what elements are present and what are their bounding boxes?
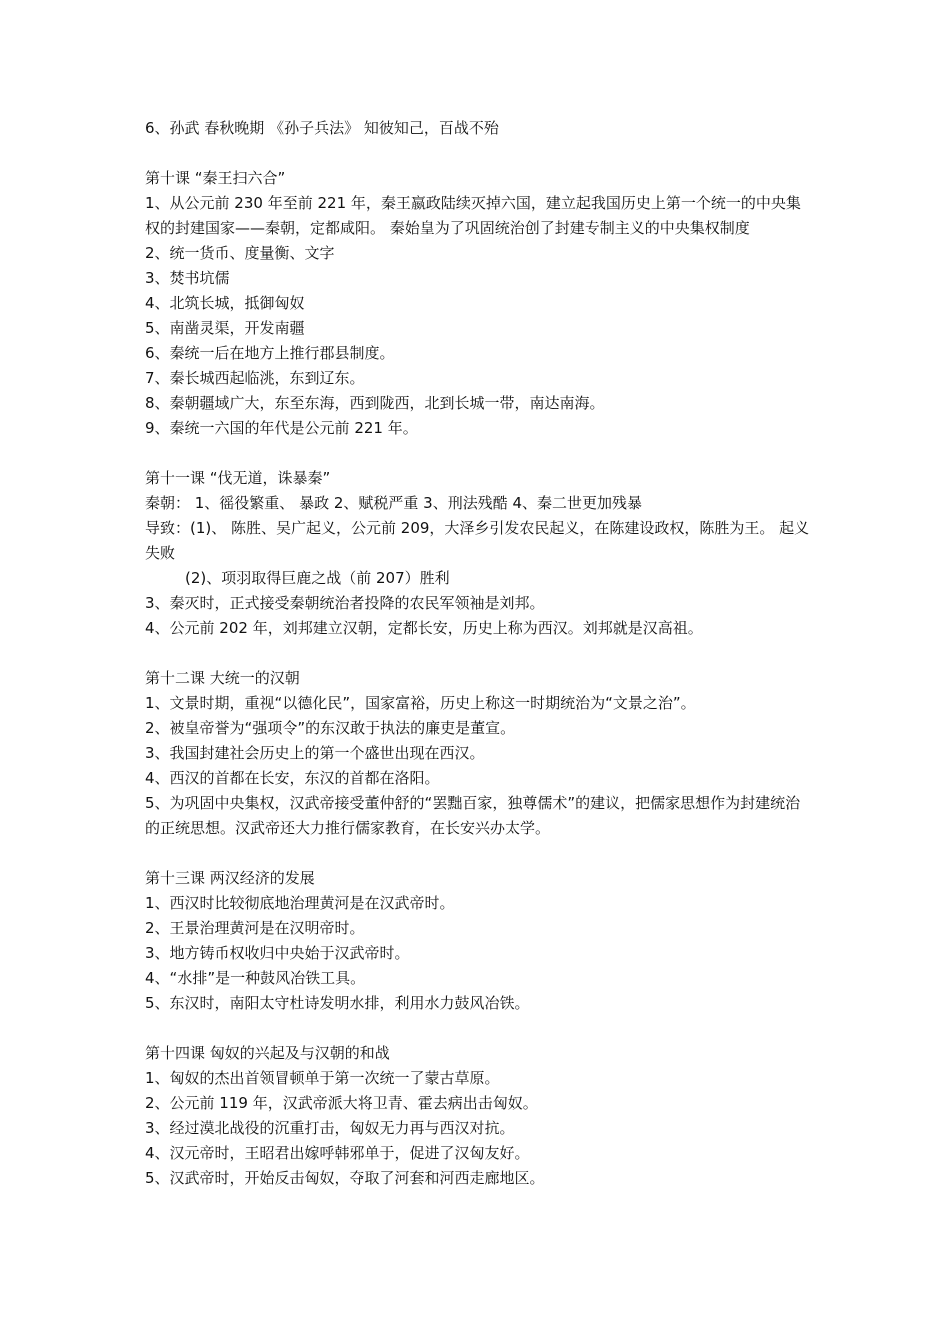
lesson-12-item: 5、为巩固中央集权，汉武帝接受董仲舒的“罢黜百家，独尊儒术”的建议，把儒家思想作为封建统治的正统思想。汉武帝还大力推行儒家教育，在长安兴办太学。 bbox=[145, 794, 801, 837]
lesson-12-item: 3、我国封建社会历史上的第一个盛世出现在西汉。 bbox=[145, 744, 485, 762]
lesson-10-title: 第十课 “秦王扫六合” bbox=[145, 169, 286, 187]
section-gap bbox=[145, 641, 810, 666]
lesson-13-section bbox=[145, 866, 810, 1016]
lesson-11-indented-item: (2)、项羽取得巨鹿之战（前 207）胜利 bbox=[185, 569, 450, 587]
lesson-12-title: 第十二课 大统一的汉朝 bbox=[145, 669, 300, 687]
lesson-13-item: 1、西汉时比较彻底地治理黄河是在汉武帝时。 bbox=[145, 894, 455, 912]
lesson-13-item: 4、“水排”是一种鼓风冶铁工具。 bbox=[145, 969, 366, 987]
lesson-11-section bbox=[145, 466, 810, 641]
lesson-13-item: 5、东汉时，南阳太守杜诗发明水排，利用水力鼓风冶铁。 bbox=[145, 994, 530, 1012]
lesson-13-item: 3、地方铸币权收归中央始于汉武帝时。 bbox=[145, 944, 410, 962]
lesson-10-item: 6、秦统一后在地方上推行郡县制度。 bbox=[145, 344, 395, 362]
lesson-14-title: 第十四课 匈奴的兴起及与汉朝的和战 bbox=[145, 1044, 390, 1062]
lesson-12-item: 1、文景时期，重视“以德化民”，国家富裕，历史上称这一时期统治为“文景之治”。 bbox=[145, 694, 696, 712]
lesson-14-item: 5、汉武帝时，开始反击匈奴，夺取了河套和河西走廊地区。 bbox=[145, 1169, 545, 1187]
document-page bbox=[145, 116, 810, 1191]
lesson-10-item: 4、北筑长城，抵御匈奴 bbox=[145, 294, 305, 312]
lesson-12-item: 4、西汉的首都在长安，东汉的首都在洛阳。 bbox=[145, 769, 440, 787]
lesson-11-item: 3、秦灭时，正式接受秦朝统治者投降的农民军领袖是刘邦。 bbox=[145, 594, 545, 612]
lesson-13-item: 2、王景治理黄河是在汉明帝时。 bbox=[145, 919, 365, 937]
section-gap bbox=[145, 841, 810, 866]
lesson-10-item: 5、南凿灵渠，开发南疆 bbox=[145, 319, 305, 337]
lesson-14-item: 3、经过漠北战役的沉重打击，匈奴无力再与西汉对抗。 bbox=[145, 1119, 515, 1137]
lesson-12-item: 2、被皇帝誉为“强项令”的东汉敢于执法的廉吏是董宣。 bbox=[145, 719, 516, 737]
lesson-14-item: 2、公元前 119 年，汉武帝派大将卫青、霍去病出击匈奴。 bbox=[145, 1094, 538, 1112]
lesson-14-item: 1、匈奴的杰出首领冒顿单于第一次统一了蒙古草原。 bbox=[145, 1069, 500, 1087]
section-gap bbox=[145, 1016, 810, 1041]
lesson-10-item: 2、统一货币、度量衡、文字 bbox=[145, 244, 335, 262]
lesson-10-item: 9、秦统一六国的年代是公元前 221 年。 bbox=[145, 419, 418, 437]
intro-line: 6、孙武 春秋晚期 《孙子兵法》 知彼知己，百战不殆 bbox=[145, 119, 499, 137]
lesson-11-item: 4、公元前 202 年，刘邦建立汉朝，定都长安，历史上称为西汉。刘邦就是汉高祖。 bbox=[145, 619, 703, 637]
lesson-10-item: 3、焚书坑儒 bbox=[145, 269, 230, 287]
lesson-10-item: 1、从公元前 230 年至前 221 年，秦王嬴政陆续灭掉六国，建立起我国历史上第一个统一的中央集权的封建国家——秦朝，定都咸阳。 秦始皇为了巩固统治创了封建专制主义的中央集权制度 bbox=[145, 194, 801, 237]
lesson-12-section bbox=[145, 666, 810, 841]
lesson-14-section bbox=[145, 1041, 810, 1191]
lesson-10-section bbox=[145, 166, 810, 441]
lesson-10-item: 8、秦朝疆域广大，东至东海，西到陇西，北到长城一带，南达南海。 bbox=[145, 394, 605, 412]
section-gap bbox=[145, 141, 810, 166]
lesson-13-title: 第十三课 两汉经济的发展 bbox=[145, 869, 315, 887]
section-gap bbox=[145, 441, 810, 466]
lesson-10-item: 7、秦长城西起临洮，东到辽东。 bbox=[145, 369, 365, 387]
lesson-11-item: 导致：(1)、 陈胜、吴广起义，公元前 209，大泽乡引发农民起义，在陈建设政权，陈胜为王。 起义失败 bbox=[145, 519, 810, 562]
lesson-14-item: 4、汉元帝时，王昭君出嫁呼韩邪单于，促进了汉匈友好。 bbox=[145, 1144, 530, 1162]
lesson-11-item: 秦朝： 1、徭役繁重、 暴政 2、赋税严重 3、刑法残酷 4、秦二世更加残暴 bbox=[145, 494, 643, 512]
lesson-11-title: 第十一课 “伐无道，诛暴秦” bbox=[145, 469, 331, 487]
